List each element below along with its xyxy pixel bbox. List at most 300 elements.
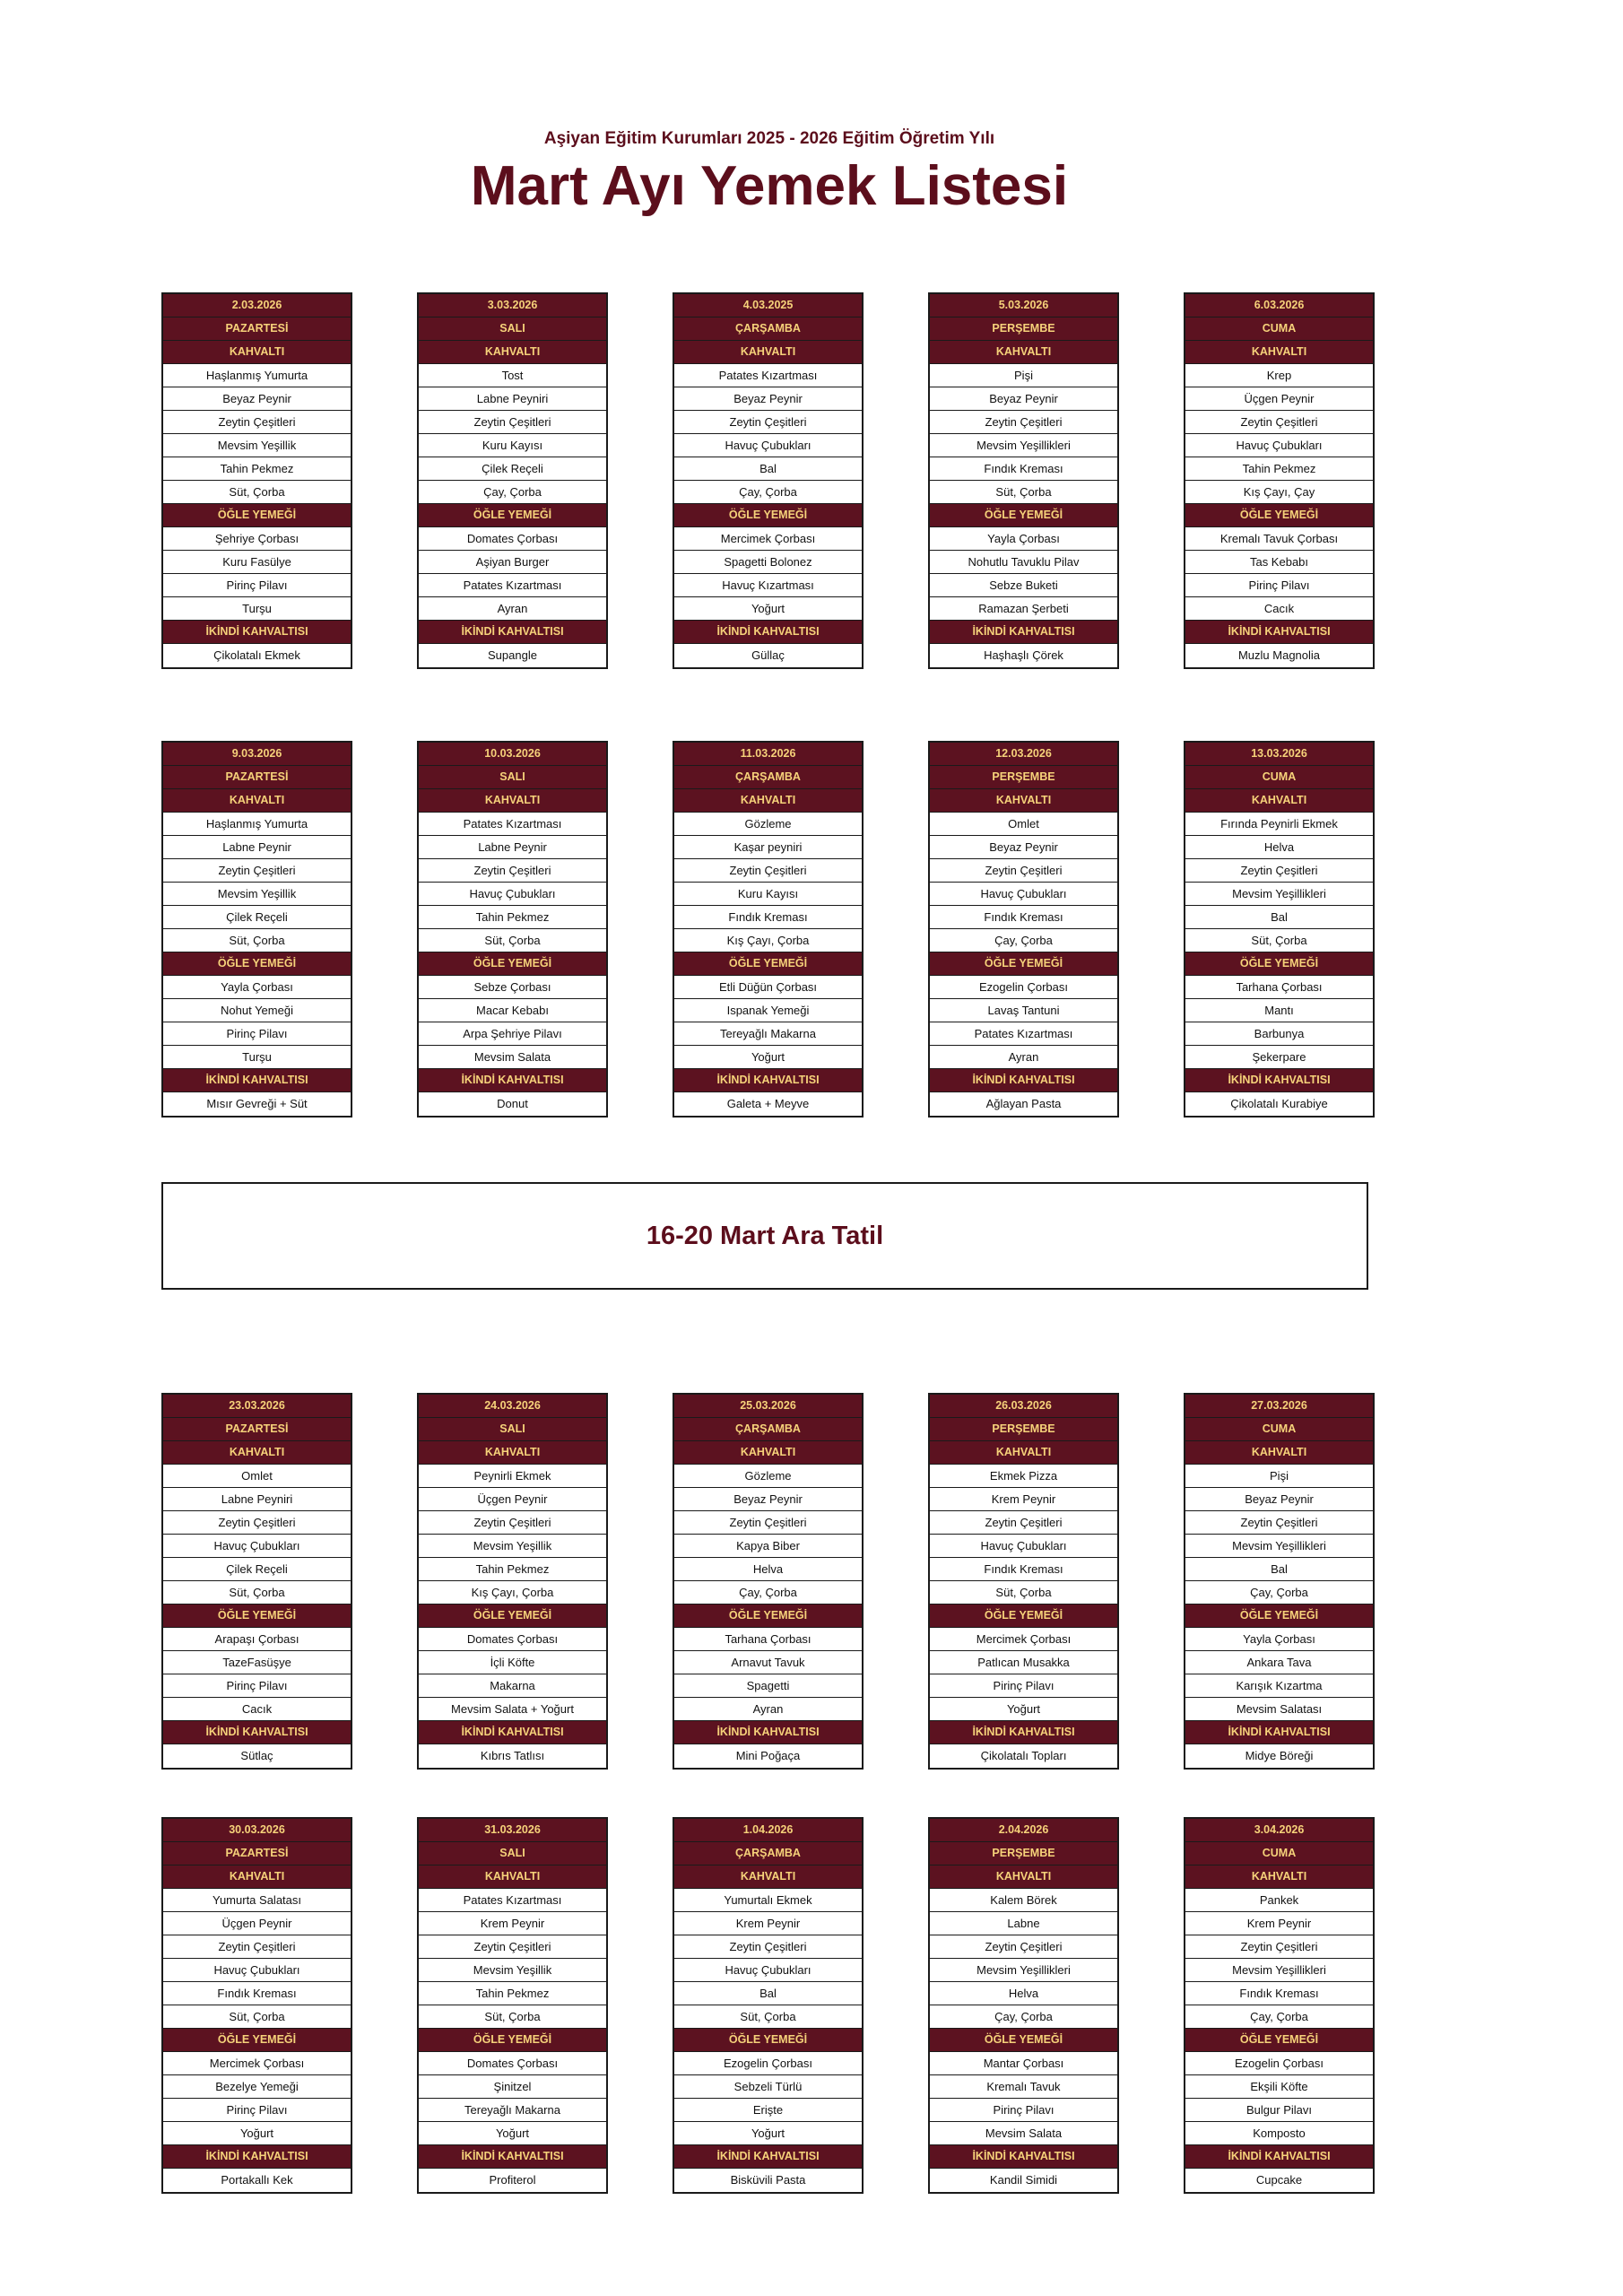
- lunch-header: ÖĞLE YEMEĞİ: [674, 2029, 862, 2052]
- lunch-item: Ayran: [674, 1698, 862, 1721]
- afternoon-snack-item: Kıbrıs Tatlısı: [480, 1749, 545, 1762]
- lunch-item: Turşu: [163, 597, 351, 621]
- day-date: 9.03.2026: [163, 743, 351, 766]
- breakfast-item: Çay, Çorba: [1185, 1581, 1373, 1605]
- day-menu-card: [1184, 1817, 1375, 2194]
- afternoon-snack-item: Çikolatalı Topları: [980, 1749, 1067, 1762]
- lunch-item: Nohutlu Tavuklu Pilav: [930, 551, 1117, 574]
- breakfast-item: Zeytin Çeşitleri: [163, 411, 351, 434]
- lunch-item: Pirinç Pilavı: [163, 2099, 351, 2122]
- breakfast-item: Fındık Kreması: [163, 1982, 351, 2005]
- afternoon-snack-item: Çikolatalı Ekmek: [213, 648, 300, 662]
- breakfast-item: Havuç Çubukları: [674, 434, 862, 457]
- afternoon-snack-header: İKİNDİ KAHVALTISI: [930, 1069, 1117, 1092]
- day-menu-card: [417, 741, 608, 1118]
- breakfast-item: Mevsim Yeşillik: [163, 883, 351, 906]
- breakfast-item: Kış Çayı, Çorba: [674, 929, 862, 952]
- day-date: 6.03.2026: [1185, 294, 1373, 317]
- afternoon-snack-item: Sütlaç: [240, 1749, 273, 1762]
- afternoon-snack-header: İKİNDİ KAHVALTISI: [419, 621, 606, 644]
- breakfast-item: Bal: [1185, 1558, 1373, 1581]
- lunch-item: Erişte: [674, 2099, 862, 2122]
- afternoon-snack-item: Haşhaşlı Çörek: [984, 648, 1063, 662]
- lunch-item: Ekşili Köfte: [1185, 2075, 1373, 2099]
- lunch-item: Havuç Kızartması: [674, 574, 862, 597]
- lunch-item: Mercimek Çorbası: [930, 1628, 1117, 1651]
- lunch-header: ÖĞLE YEMEĞİ: [163, 504, 351, 527]
- breakfast-header: KAHVALTI: [930, 1866, 1117, 1889]
- lunch-item: Mevsim Salata: [419, 1046, 606, 1069]
- breakfast-item: Süt, Çorba: [419, 2005, 606, 2029]
- lunch-item: Mercimek Çorbası: [674, 527, 862, 551]
- afternoon-snack-item: Güllaç: [751, 648, 785, 662]
- day-menu-card: [417, 292, 608, 669]
- breakfast-item: Çilek Reçeli: [419, 457, 606, 481]
- breakfast-header: KAHVALTI: [1185, 1441, 1373, 1465]
- breakfast-item: Zeytin Çeşitleri: [930, 1511, 1117, 1535]
- afternoon-snack-header: İKİNDİ KAHVALTISI: [163, 621, 351, 644]
- breakfast-item: Zeytin Çeşitleri: [674, 411, 862, 434]
- day-date: 31.03.2026: [419, 1819, 606, 1842]
- lunch-item: Yoğurt: [163, 2122, 351, 2145]
- breakfast-header: KAHVALTI: [419, 1441, 606, 1465]
- breakfast-item: Üçgen Peynir: [419, 1488, 606, 1511]
- lunch-item: Bezelye Yemeği: [163, 2075, 351, 2099]
- breakfast-item: Süt, Çorba: [163, 929, 351, 952]
- lunch-item: Yayla Çorbası: [163, 976, 351, 999]
- day-menu-card: [673, 292, 864, 669]
- day-name: ÇARŞAMBA: [674, 1418, 862, 1441]
- breakfast-header: KAHVALTI: [163, 789, 351, 813]
- breakfast-item: Zeytin Çeşitleri: [163, 859, 351, 883]
- lunch-item: Yoğurt: [674, 597, 862, 621]
- lunch-header: ÖĞLE YEMEĞİ: [419, 504, 606, 527]
- breakfast-item: Havuç Çubukları: [930, 883, 1117, 906]
- day-date: 30.03.2026: [163, 1819, 351, 1842]
- breakfast-item: Mevsim Yeşillikleri: [1185, 883, 1373, 906]
- breakfast-item: Tahin Pekmez: [419, 1558, 606, 1581]
- breakfast-item: Havuç Çubukları: [163, 1535, 351, 1558]
- breakfast-item: Süt, Çorba: [163, 2005, 351, 2029]
- afternoon-snack-item: Midye Böreği: [1245, 1749, 1314, 1762]
- lunch-item: Yoğurt: [674, 2122, 862, 2145]
- day-name: ÇARŞAMBA: [674, 317, 862, 341]
- lunch-item: Tas Kebabı: [1185, 551, 1373, 574]
- breakfast-item: Pişi: [1185, 1465, 1373, 1488]
- breakfast-item: Beyaz Peynir: [930, 387, 1117, 411]
- breakfast-item: Mevsim Yeşillik: [419, 1535, 606, 1558]
- afternoon-snack-header: İKİNDİ KAHVALTISI: [1185, 1069, 1373, 1092]
- lunch-item: Mantar Çorbası: [930, 2052, 1117, 2075]
- breakfast-item: Fındık Kreması: [930, 906, 1117, 929]
- breakfast-item: Havuç Çubukları: [930, 1535, 1117, 1558]
- breakfast-item: Yumurtalı Ekmek: [674, 1889, 862, 1912]
- breakfast-item: Fırında Peynirli Ekmek: [1185, 813, 1373, 836]
- day-menu-card: [673, 741, 864, 1118]
- breakfast-item: Omlet: [930, 813, 1117, 836]
- breakfast-item: Zeytin Çeşitleri: [419, 411, 606, 434]
- lunch-item: Domates Çorbası: [419, 2052, 606, 2075]
- breakfast-item: Krem Peynir: [674, 1912, 862, 1935]
- day-menu-card: [161, 292, 352, 669]
- lunch-item: Lavaş Tantuni: [930, 999, 1117, 1022]
- breakfast-item: Mevsim Yeşillik: [419, 1959, 606, 1982]
- breakfast-item: Çay, Çorba: [930, 929, 1117, 952]
- lunch-item: Patlıcan Musakka: [930, 1651, 1117, 1674]
- breakfast-item: Beyaz Peynir: [163, 387, 351, 411]
- day-name: PERŞEMBE: [930, 317, 1117, 341]
- breakfast-item: Zeytin Çeşitleri: [419, 859, 606, 883]
- day-name: PERŞEMBE: [930, 1842, 1117, 1866]
- lunch-item: Tarhana Çorbası: [1185, 976, 1373, 999]
- lunch-item: Ayran: [419, 597, 606, 621]
- breakfast-item: Zeytin Çeşitleri: [674, 1935, 862, 1959]
- breakfast-item: Haşlanmış Yumurta: [163, 364, 351, 387]
- breakfast-item: Havuç Çubukları: [674, 1959, 862, 1982]
- afternoon-snack-header: İKİNDİ KAHVALTISI: [930, 2145, 1117, 2169]
- breakfast-item: Gözleme: [674, 1465, 862, 1488]
- day-name: SALI: [419, 766, 606, 789]
- lunch-item: Domates Çorbası: [419, 527, 606, 551]
- day-date: 4.03.2025: [674, 294, 862, 317]
- lunch-header: ÖĞLE YEMEĞİ: [419, 2029, 606, 2052]
- afternoon-snack-header: İKİNDİ KAHVALTISI: [930, 1721, 1117, 1744]
- lunch-item: Nohut Yemeği: [163, 999, 351, 1022]
- lunch-item: Macar Kebabı: [419, 999, 606, 1022]
- lunch-header: ÖĞLE YEMEĞİ: [1185, 952, 1373, 976]
- day-menu-card: [673, 1817, 864, 2194]
- afternoon-snack-header: İKİNDİ KAHVALTISI: [1185, 621, 1373, 644]
- breakfast-item: Pankek: [1185, 1889, 1373, 1912]
- breakfast-item: Krem Peynir: [419, 1912, 606, 1935]
- lunch-item: Domates Çorbası: [419, 1628, 606, 1651]
- lunch-item: Mevsim Salata + Yoğurt: [419, 1698, 606, 1721]
- day-menu-card: [928, 1817, 1119, 2194]
- lunch-item: Kremalı Tavuk: [930, 2075, 1117, 2099]
- breakfast-item: Labne Peyniri: [419, 387, 606, 411]
- breakfast-item: Zeytin Çeşitleri: [674, 1511, 862, 1535]
- breakfast-item: Fındık Kreması: [1185, 1982, 1373, 2005]
- day-name: SALI: [419, 1418, 606, 1441]
- lunch-item: Ramazan Şerbeti: [930, 597, 1117, 621]
- breakfast-header: KAHVALTI: [1185, 789, 1373, 813]
- breakfast-header: KAHVALTI: [674, 1441, 862, 1465]
- breakfast-header: KAHVALTI: [930, 1441, 1117, 1465]
- breakfast-header: KAHVALTI: [419, 789, 606, 813]
- day-date: 3.03.2026: [419, 294, 606, 317]
- breakfast-item: Çilek Reçeli: [163, 1558, 351, 1581]
- breakfast-item: Helva: [1185, 836, 1373, 859]
- lunch-item: Cacık: [163, 1698, 351, 1721]
- day-name: PAZARTESİ: [163, 1418, 351, 1441]
- day-date: 11.03.2026: [674, 743, 862, 766]
- breakfast-item: Zeytin Çeşitleri: [930, 411, 1117, 434]
- breakfast-item: Kuru Kayısı: [674, 883, 862, 906]
- day-name: PAZARTESİ: [163, 766, 351, 789]
- breakfast-item: Süt, Çorba: [163, 1581, 351, 1605]
- afternoon-snack-item: Ağlayan Pasta: [985, 1097, 1062, 1110]
- afternoon-snack-item: Çikolatalı Kurabiye: [1230, 1097, 1328, 1110]
- breakfast-item: Zeytin Çeşitleri: [419, 1511, 606, 1535]
- breakfast-item: Mevsim Yeşillikleri: [1185, 1535, 1373, 1558]
- lunch-item: Ezogelin Çorbası: [930, 976, 1117, 999]
- lunch-item: Şekerpare: [1185, 1046, 1373, 1069]
- lunch-item: Kuru Fasülye: [163, 551, 351, 574]
- breakfast-item: Fındık Kreması: [930, 1558, 1117, 1581]
- afternoon-snack-item: Cupcake: [1255, 2173, 1303, 2187]
- day-menu-card: [161, 1393, 352, 1770]
- day-menu-card: [417, 1817, 608, 2194]
- lunch-header: ÖĞLE YEMEĞİ: [1185, 1605, 1373, 1628]
- lunch-header: ÖĞLE YEMEĞİ: [163, 952, 351, 976]
- lunch-item: Pirinç Pilavı: [930, 1674, 1117, 1698]
- breakfast-item: Kuru Kayısı: [419, 434, 606, 457]
- lunch-item: Arnavut Tavuk: [674, 1651, 862, 1674]
- breakfast-item: Zeytin Çeşitleri: [930, 1935, 1117, 1959]
- afternoon-snack-header: İKİNDİ KAHVALTISI: [1185, 2145, 1373, 2169]
- breakfast-item: Patates Kızartması: [674, 364, 862, 387]
- lunch-header: ÖĞLE YEMEĞİ: [930, 504, 1117, 527]
- breakfast-header: KAHVALTI: [163, 341, 351, 364]
- breakfast-item: Kış Çayı, Çorba: [419, 1581, 606, 1605]
- breakfast-item: Havuç Çubukları: [1185, 434, 1373, 457]
- breakfast-item: Haşlanmış Yumurta: [163, 813, 351, 836]
- day-menu-card: [1184, 1393, 1375, 1770]
- afternoon-snack-item: Bisküvili Pasta: [730, 2173, 806, 2187]
- lunch-header: ÖĞLE YEMEĞİ: [674, 504, 862, 527]
- breakfast-item: Tahin Pekmez: [419, 906, 606, 929]
- breakfast-item: Beyaz Peynir: [674, 387, 862, 411]
- afternoon-snack-header: İKİNDİ KAHVALTISI: [419, 2145, 606, 2169]
- lunch-item: Turşu: [163, 1046, 351, 1069]
- day-date: 26.03.2026: [930, 1395, 1117, 1418]
- lunch-item: Yoğurt: [930, 1698, 1117, 1721]
- breakfast-item: Krem Peynir: [930, 1488, 1117, 1511]
- lunch-item: Mevsim Salata: [930, 2122, 1117, 2145]
- day-date: 2.03.2026: [163, 294, 351, 317]
- afternoon-snack-item: Mısır Gevreği + Süt: [206, 1097, 308, 1110]
- breakfast-item: Çilek Reçeli: [163, 906, 351, 929]
- breakfast-item: Süt, Çorba: [930, 1581, 1117, 1605]
- breakfast-item: Mevsim Yeşillikleri: [930, 1959, 1117, 1982]
- lunch-item: Spagetti Bolonez: [674, 551, 862, 574]
- day-menu-card: [417, 1393, 608, 1770]
- day-name: SALI: [419, 317, 606, 341]
- day-name: CUMA: [1185, 1418, 1373, 1441]
- breakfast-header: KAHVALTI: [674, 1866, 862, 1889]
- breakfast-item: Zeytin Çeşitleri: [419, 1935, 606, 1959]
- lunch-item: Arapaşı Çorbası: [163, 1628, 351, 1651]
- day-menu-card: [928, 292, 1119, 669]
- lunch-item: Etli Düğün Çorbası: [674, 976, 862, 999]
- breakfast-item: Beyaz Peynir: [674, 1488, 862, 1511]
- lunch-header: ÖĞLE YEMEĞİ: [930, 952, 1117, 976]
- day-date: 5.03.2026: [930, 294, 1117, 317]
- breakfast-header: KAHVALTI: [1185, 1866, 1373, 1889]
- breakfast-item: Yumurta Salatası: [163, 1889, 351, 1912]
- lunch-header: ÖĞLE YEMEĞİ: [1185, 504, 1373, 527]
- lunch-header: ÖĞLE YEMEĞİ: [163, 1605, 351, 1628]
- breakfast-header: KAHVALTI: [674, 341, 862, 364]
- lunch-header: ÖĞLE YEMEĞİ: [1185, 2029, 1373, 2052]
- day-date: 27.03.2026: [1185, 1395, 1373, 1418]
- breakfast-item: Helva: [674, 1558, 862, 1581]
- afternoon-snack-header: İKİNDİ KAHVALTISI: [163, 2145, 351, 2169]
- afternoon-snack-item: Supangle: [488, 648, 537, 662]
- lunch-item: Bulgur Pilavı: [1185, 2099, 1373, 2122]
- day-date: 13.03.2026: [1185, 743, 1373, 766]
- lunch-item: Ispanak Yemeği: [674, 999, 862, 1022]
- day-name: ÇARŞAMBA: [674, 1842, 862, 1866]
- lunch-item: Ankara Tava: [1185, 1651, 1373, 1674]
- breakfast-item: Krep: [1185, 364, 1373, 387]
- breakfast-item: Zeytin Çeşitleri: [930, 859, 1117, 883]
- breakfast-item: Zeytin Çeşitleri: [674, 859, 862, 883]
- lunch-item: Arpa Şehriye Pilavı: [419, 1022, 606, 1046]
- lunch-item: Şinitzel: [419, 2075, 606, 2099]
- lunch-item: Mantı: [1185, 999, 1373, 1022]
- breakfast-item: Bal: [674, 1982, 862, 2005]
- lunch-item: Yayla Çorbası: [1185, 1628, 1373, 1651]
- breakfast-item: Labne Peyniri: [163, 1488, 351, 1511]
- day-menu-card: [673, 1393, 864, 1770]
- day-menu-card: [161, 741, 352, 1118]
- lunch-item: Tereyağlı Makarna: [419, 2099, 606, 2122]
- breakfast-item: Beyaz Peynir: [1185, 1488, 1373, 1511]
- afternoon-snack-header: İKİNDİ KAHVALTISI: [930, 621, 1117, 644]
- lunch-item: Spagetti: [674, 1674, 862, 1698]
- lunch-item: Yoğurt: [674, 1046, 862, 1069]
- lunch-item: Şehriye Çorbası: [163, 527, 351, 551]
- afternoon-snack-header: İKİNDİ KAHVALTISI: [163, 1721, 351, 1744]
- breakfast-item: Kapya Biber: [674, 1535, 862, 1558]
- breakfast-item: Süt, Çorba: [930, 481, 1117, 504]
- day-menu-card: [928, 1393, 1119, 1770]
- lunch-header: ÖĞLE YEMEĞİ: [419, 952, 606, 976]
- breakfast-header: KAHVALTI: [163, 1441, 351, 1465]
- breakfast-header: KAHVALTI: [1185, 341, 1373, 364]
- lunch-item: Sebzeli Türlü: [674, 2075, 862, 2099]
- afternoon-snack-item: Kandil Simidi: [989, 2173, 1058, 2187]
- lunch-header: ÖĞLE YEMEĞİ: [930, 1605, 1117, 1628]
- breakfast-item: Üçgen Peynir: [1185, 387, 1373, 411]
- afternoon-snack-header: İKİNDİ KAHVALTISI: [674, 1721, 862, 1744]
- lunch-item: Sebze Çorbası: [419, 976, 606, 999]
- day-menu-card: [1184, 741, 1375, 1118]
- afternoon-snack-header: İKİNDİ KAHVALTISI: [163, 1069, 351, 1092]
- lunch-item: Makarna: [419, 1674, 606, 1698]
- breakfast-item: Tahin Pekmez: [1185, 457, 1373, 481]
- breakfast-item: Zeytin Çeşitleri: [1185, 1511, 1373, 1535]
- lunch-item: Mevsim Salatası: [1185, 1698, 1373, 1721]
- breakfast-item: Beyaz Peynir: [930, 836, 1117, 859]
- lunch-item: Patates Kızartması: [930, 1022, 1117, 1046]
- day-menu-card: [161, 1817, 352, 2194]
- breakfast-item: Mevsim Yeşillik: [163, 434, 351, 457]
- afternoon-snack-header: İKİNDİ KAHVALTISI: [674, 2145, 862, 2169]
- breakfast-item: Tahin Pekmez: [163, 457, 351, 481]
- page-title: Mart Ayı Yemek Listesi: [470, 155, 1069, 217]
- afternoon-snack-item: Donut: [497, 1097, 528, 1110]
- day-name: ÇARŞAMBA: [674, 766, 862, 789]
- breakfast-item: Süt, Çorba: [674, 2005, 862, 2029]
- afternoon-snack-header: İKİNDİ KAHVALTISI: [1185, 1721, 1373, 1744]
- breakfast-item: Patates Kızartması: [419, 1889, 606, 1912]
- breakfast-item: Tost: [419, 364, 606, 387]
- afternoon-snack-header: İKİNDİ KAHVALTISI: [419, 1069, 606, 1092]
- breakfast-header: KAHVALTI: [163, 1866, 351, 1889]
- afternoon-snack-header: İKİNDİ KAHVALTISI: [674, 621, 862, 644]
- breakfast-item: Çay, Çorba: [930, 2005, 1117, 2029]
- lunch-item: Barbunya: [1185, 1022, 1373, 1046]
- lunch-header: ÖĞLE YEMEĞİ: [930, 2029, 1117, 2052]
- lunch-header: ÖĞLE YEMEĞİ: [674, 952, 862, 976]
- breakfast-item: Labne: [930, 1912, 1117, 1935]
- breakfast-item: Krem Peynir: [1185, 1912, 1373, 1935]
- day-name: SALI: [419, 1842, 606, 1866]
- breakfast-header: KAHVALTI: [674, 789, 862, 813]
- lunch-item: Yoğurt: [419, 2122, 606, 2145]
- breakfast-item: Üçgen Peynir: [163, 1912, 351, 1935]
- afternoon-snack-item: Mini Poğaça: [735, 1749, 801, 1762]
- day-date: 1.04.2026: [674, 1819, 862, 1842]
- lunch-item: Ezogelin Çorbası: [674, 2052, 862, 2075]
- afternoon-snack-item: Profiterol: [489, 2173, 536, 2187]
- day-date: 25.03.2026: [674, 1395, 862, 1418]
- afternoon-snack-item: Muzlu Magnolia: [1237, 648, 1321, 662]
- lunch-item: Pirinç Pilavı: [1185, 574, 1373, 597]
- lunch-item: Pirinç Pilavı: [163, 1674, 351, 1698]
- lunch-header: ÖĞLE YEMEĞİ: [419, 1605, 606, 1628]
- breakfast-item: Çay, Çorba: [674, 481, 862, 504]
- lunch-header: ÖĞLE YEMEĞİ: [163, 2029, 351, 2052]
- day-name: CUMA: [1185, 766, 1373, 789]
- lunch-item: Pirinç Pilavı: [930, 2099, 1117, 2122]
- breakfast-item: Zeytin Çeşitleri: [163, 1511, 351, 1535]
- afternoon-snack-item: Galeta + Meyve: [726, 1097, 810, 1110]
- breakfast-item: Zeytin Çeşitleri: [1185, 859, 1373, 883]
- lunch-item: Yayla Çorbası: [930, 527, 1117, 551]
- breakfast-item: Zeytin Çeşitleri: [1185, 1935, 1373, 1959]
- lunch-item: Pirinç Pilavı: [163, 1022, 351, 1046]
- afternoon-snack-item: Portakallı Kek: [221, 2173, 293, 2187]
- afternoon-snack-header: İKİNDİ KAHVALTISI: [419, 1721, 606, 1744]
- breakfast-item: Gözleme: [674, 813, 862, 836]
- breakfast-item: Tahin Pekmez: [419, 1982, 606, 2005]
- breakfast-item: Zeytin Çeşitleri: [163, 1935, 351, 1959]
- breakfast-item: Mevsim Yeşillikleri: [930, 434, 1117, 457]
- breakfast-item: Kalem Börek: [930, 1889, 1117, 1912]
- breakfast-item: Çay, Çorba: [1185, 2005, 1373, 2029]
- breakfast-header: KAHVALTI: [419, 1866, 606, 1889]
- lunch-item: Ezogelin Çorbası: [1185, 2052, 1373, 2075]
- lunch-item: Mercimek Çorbası: [163, 2052, 351, 2075]
- lunch-item: Karışık Kızartma: [1185, 1674, 1373, 1698]
- day-date: 10.03.2026: [419, 743, 606, 766]
- lunch-item: Pirinç Pilavı: [163, 574, 351, 597]
- lunch-item: Ayran: [930, 1046, 1117, 1069]
- afternoon-snack-header: İKİNDİ KAHVALTISI: [674, 1069, 862, 1092]
- breakfast-item: Zeytin Çeşitleri: [1185, 411, 1373, 434]
- breakfast-header: KAHVALTI: [930, 789, 1117, 813]
- day-date: 12.03.2026: [930, 743, 1117, 766]
- lunch-header: ÖĞLE YEMEĞİ: [674, 1605, 862, 1628]
- lunch-item: Sebze Buketi: [930, 574, 1117, 597]
- institution-subtitle: Aşiyan Eğitim Kurumları 2025 - 2026 Eğitim Öğretim Yılı: [543, 129, 995, 148]
- breakfast-item: Fındık Kreması: [930, 457, 1117, 481]
- breakfast-item: Havuç Çubukları: [419, 883, 606, 906]
- day-name: PAZARTESİ: [163, 1842, 351, 1866]
